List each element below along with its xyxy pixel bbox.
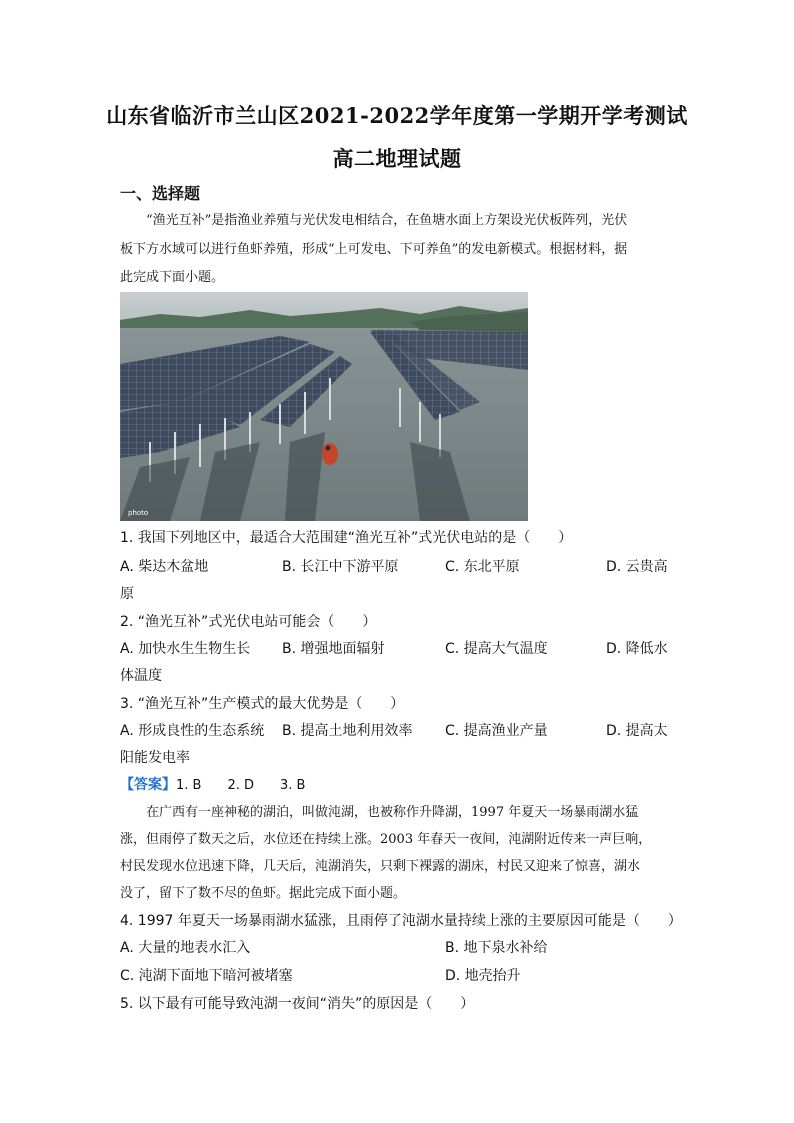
question-1-stem: 1. 我国下列地区中，最适合大范围建“渔光互补”式光伏电站的是（ ） [120, 530, 573, 546]
passage-2-line-3: 村民发现水位迅速下降，几天后，沌湖消失，只剩下裸露的湖床，村民又迎来了惊喜，湖水 [120, 859, 641, 874]
question-3-option-b: B. 提高土地利用效率 [282, 723, 413, 739]
question-1-option-c: C. 东北平原 [445, 559, 520, 575]
question-4-option-a: A. 大量的地表水汇入 [120, 940, 251, 956]
answer-line [120, 774, 305, 794]
question-3-option-d: D. 提高太 [606, 723, 668, 739]
passage-1-line-1: “渔光互补”是指渔业养殖与光伏发电相结合，在鱼塘水面上方架设光伏板阵列，光伏 [146, 213, 628, 228]
passage-2-line-1: 在广西有一座神秘的湖泊，叫做沌湖，也被称作升降湖，1997 年夏天一场暴雨湖水猛 [146, 805, 639, 820]
question-2-option-a: A. 加快水生生物生长 [120, 641, 251, 657]
section-heading: 一、选择题 [120, 184, 201, 203]
solar-fishery-photo [120, 292, 528, 521]
question-4-stem: 4. 1997 年夏天一场暴雨湖水猛涨，且雨停了沌湖水量持续上涨的主要原因可能是（ ） [120, 913, 682, 929]
exam-title: 山东省临沂市兰山区2021-2022学年度第一学期开学考测试 [106, 103, 688, 128]
question-3-option-wrap: 阳能发电率 [120, 750, 190, 766]
question-3-option-c: C. 提高渔业产量 [445, 723, 548, 739]
question-4-option-d: D. 地壳抬升 [445, 968, 521, 984]
question-1-option-a: A. 柴达木盆地 [120, 559, 209, 575]
photo-watermark: photo [128, 509, 149, 517]
question-4-option-b: B. 地下泉水补给 [445, 940, 548, 956]
question-5-stem: 5. 以下最有可能导致沌湖一夜间“消失”的原因是（ ） [120, 996, 475, 1012]
exam-subtitle: 高二地理试题 [332, 146, 462, 171]
answer-values: 1. B 2. D 3. B [176, 778, 306, 793]
passage-1-line-2: 板下方水域可以进行鱼虾养殖，形成“上可发电、下可养鱼”的发电新模式。根据材料，据 [120, 242, 628, 257]
question-3-stem: 3. “渔光互补”生产模式的最大优势是（ ） [120, 696, 405, 712]
question-1-option-wrap: 原 [120, 586, 134, 602]
question-2-option-c: C. 提高大气温度 [445, 641, 548, 657]
question-1-option-b: B. 长江中下游平原 [282, 559, 399, 575]
question-2-stem: 2. “渔光互补”式光伏电站可能会（ ） [120, 614, 377, 630]
answer-label: 【答案】 [120, 777, 176, 793]
question-1-option-d: D. 云贵高 [606, 559, 668, 575]
passage-2-line-4: 没了，留下了数不尽的鱼虾。据此完成下面小题。 [120, 886, 407, 901]
passage-1-line-3: 此完成下面小题。 [120, 270, 225, 285]
question-2-option-wrap: 体温度 [120, 668, 162, 684]
passage-2-line-2: 涨，但雨停了数天之后，水位还在持续上涨。2003 年春天一夜间，沌湖附近传来一声巨响， [120, 832, 652, 847]
question-2-option-d: D. 降低水 [606, 641, 668, 657]
question-3-option-a: A. 形成良性的生态系统 [120, 723, 265, 739]
question-2-option-b: B. 增强地面辐射 [282, 641, 385, 657]
question-4-option-c: C. 沌湖下面地下暗河被堵塞 [120, 968, 293, 984]
